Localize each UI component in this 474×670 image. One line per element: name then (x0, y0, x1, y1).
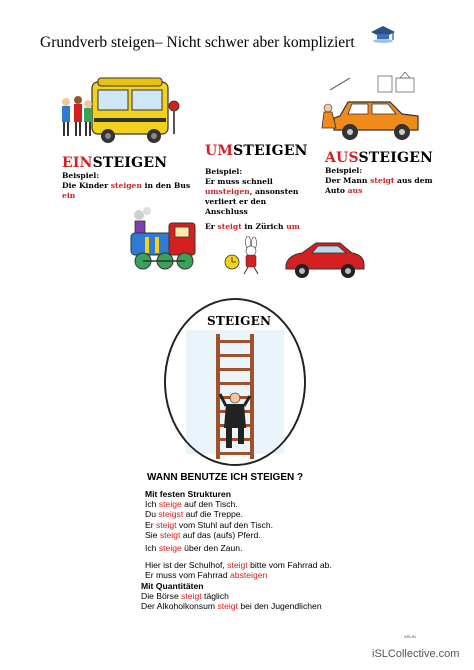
train-illustration (125, 205, 201, 273)
car-with-man-illustration (320, 72, 426, 146)
ladder-illustration (210, 334, 260, 459)
einsteigen-example: Beispiel: Die Kinder steigen in den Bus ein (62, 171, 191, 200)
list-item: Die Börse steigt täglich (141, 591, 229, 601)
umsteigen-heading: UMSTEIGEN (205, 143, 308, 159)
aussteigen-example: Beispiel: Der Mann steigt aus dem Auto aus (325, 166, 433, 195)
list-item: Du steigst auf die Treppe. (145, 509, 243, 520)
quantities-list (141, 591, 421, 612)
list-item: Er steigt vom Stuhl auf den Tisch. (145, 519, 274, 530)
list-item: Der Alkoholkonsum steigt bei den Jugendlichen (141, 601, 322, 612)
fixed-structures-list (145, 499, 405, 541)
islcollective-brand[interactable]: iSLCollective.com (372, 648, 460, 660)
question-heading: WANN BENUTZE ICH STEIGEN ? (147, 472, 304, 483)
schoolyard-list (145, 560, 425, 581)
red-car-illustration (282, 235, 368, 281)
school-bus-illustration (58, 72, 180, 148)
circle-title: STEIGEN (207, 314, 272, 328)
graduation-cap-icon (368, 22, 398, 44)
einsteigen-heading: EINSTEIGEN (62, 155, 168, 171)
list-item: Ich steige über den Zaun. (145, 543, 243, 553)
fixed-structures-heading: Mit festen Strukturen (145, 489, 231, 499)
list-item: Sie steigt auf das (aufs) Pferd. (145, 530, 261, 541)
aussteigen-heading: AUSSTEIGEN (325, 150, 434, 166)
page-title: Grundverb steigen– Nicht schwer aber kompliziert (40, 34, 355, 51)
list-item: Er muss vom Fahrrad absteigen (145, 570, 268, 581)
author-mark: ARLIN (404, 634, 416, 639)
list-item: Ich steige auf den Tisch. (145, 499, 238, 509)
rabbit-with-clock-illustration (218, 236, 268, 276)
list-item: Hier ist der Schulhof, steigt bitte vom Fahrrad ab. (145, 560, 332, 570)
umsteigen-example-2: Er steigt in Zürich um (205, 222, 300, 231)
umsteigen-example: Beispiel: Er muss schnell umsteigen, ansonsten verliert er den Anschluss (205, 167, 299, 216)
quantities-heading: Mit Quantitäten (141, 581, 204, 591)
